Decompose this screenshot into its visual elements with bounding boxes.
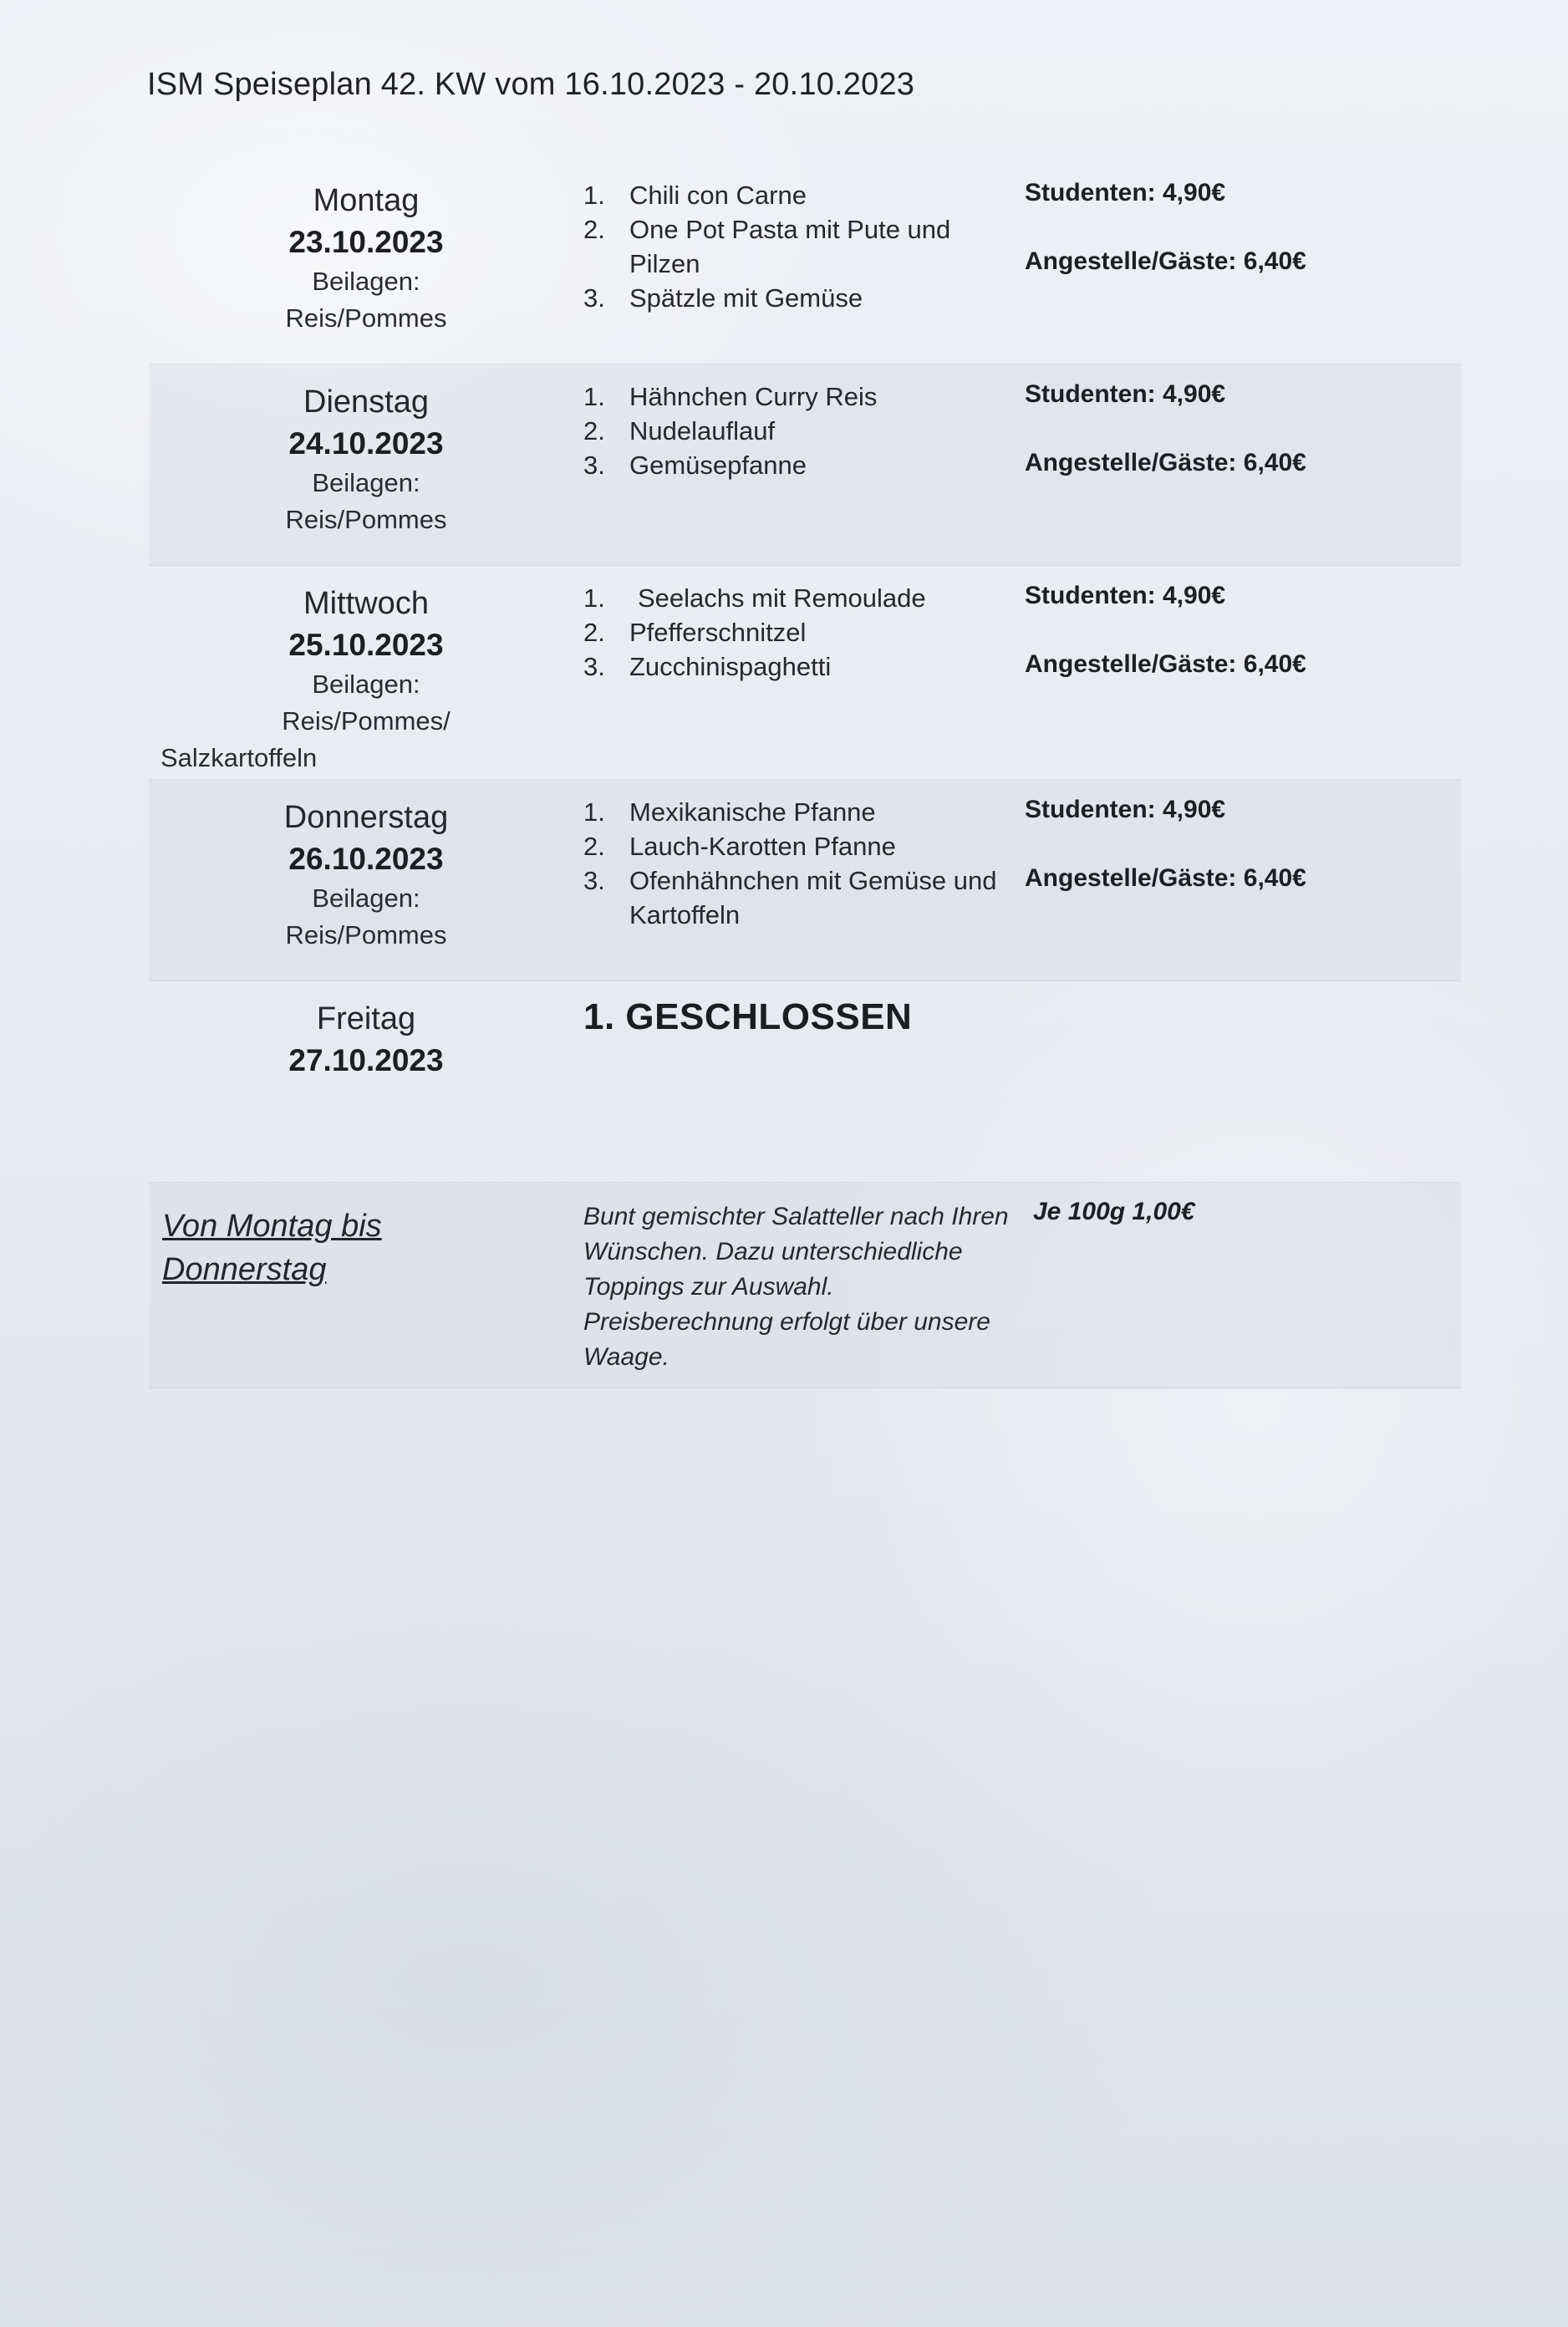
- dish-text: Gemüsepfanne: [629, 451, 807, 480]
- day-name: Donnerstag: [283, 800, 449, 835]
- dish-list: [583, 581, 1018, 684]
- price-guests: Angestelle/Gäste: 6,40€: [1025, 449, 1306, 476]
- sides-value: Reis/Pommes: [285, 920, 447, 950]
- dish-item: [583, 178, 1018, 212]
- dish-text: Lauch-Karotten Pfanne: [629, 832, 896, 861]
- sides-label: Beilagen:: [312, 468, 420, 497]
- price-guests: Angestelle/Gäste: 6,40€: [1025, 650, 1306, 678]
- salad-title: [162, 1204, 382, 1291]
- closed-notice: 1. GESCHLOSSEN: [583, 996, 913, 1037]
- price-cell: [1018, 364, 1461, 565]
- sides-value: Reis/Pommes: [285, 303, 447, 333]
- price-students: Studenten: 4,90€: [1025, 582, 1226, 609]
- dishes-cell: [583, 981, 1018, 1182]
- dish-item: [583, 649, 1018, 684]
- day-row-wednesday: [149, 566, 1461, 780]
- day-name: Mittwoch: [303, 586, 429, 621]
- dish-text: Pfefferschnitzel: [629, 618, 807, 647]
- dish-item: [583, 212, 1018, 281]
- dish-text: Spätzle mit Gemüse: [629, 283, 863, 313]
- day-cell: [149, 566, 583, 779]
- price-cell: [1018, 566, 1461, 779]
- dish-item: [583, 281, 1018, 315]
- salad-description-cell: [583, 1183, 1018, 1388]
- dish-text: Seelachs mit Remoulade: [638, 583, 926, 613]
- dish-item: [583, 414, 1018, 448]
- dish-item: [583, 795, 1018, 829]
- dish-text: Mexikanische Pfanne: [629, 797, 876, 827]
- dish-number: 2.: [583, 832, 605, 861]
- menu-table: [149, 163, 1461, 1388]
- day-row-monday: [149, 163, 1461, 364]
- dish-item: [583, 448, 1018, 482]
- sides-label: Beilagen:: [312, 670, 420, 699]
- day-date: 25.10.2023: [288, 628, 444, 662]
- day-name: Dienstag: [303, 384, 429, 420]
- salad-title-line: Von Montag bis: [162, 1209, 382, 1244]
- dish-number: 1.: [583, 382, 605, 411]
- sides-label: Beilagen:: [312, 267, 420, 296]
- day-date: 26.10.2023: [288, 842, 444, 876]
- sides-value: Reis/Pommes: [285, 505, 447, 534]
- price-cell: [1018, 780, 1461, 980]
- dish-item: [583, 379, 1018, 414]
- sides-value-extra: Salzkartoffeln: [160, 743, 318, 772]
- dish-item: [583, 829, 1018, 863]
- day-name: Montag: [313, 183, 420, 218]
- day-cell: [149, 163, 583, 364]
- dish-number: 3.: [583, 283, 605, 313]
- day-row-thursday: [149, 780, 1461, 981]
- dish-number: 1.: [583, 181, 605, 210]
- dish-number: 2.: [583, 416, 605, 446]
- price-guests: Angestelle/Gäste: 6,40€: [1025, 247, 1306, 275]
- day-date: 27.10.2023: [288, 1043, 444, 1077]
- dish-number: 2.: [583, 618, 605, 647]
- price-students: Studenten: 4,90€: [1025, 179, 1226, 206]
- day-cell: [149, 364, 583, 565]
- dish-item: [583, 581, 1018, 615]
- dish-text: One Pot Pasta mit Pute und Pilzen: [629, 215, 951, 278]
- price-cell: [1018, 163, 1461, 364]
- salad-title-line: Donnerstag: [162, 1252, 327, 1287]
- day-date: 23.10.2023: [288, 225, 444, 259]
- dish-text: Chili con Carne: [629, 181, 807, 210]
- day-cell: [149, 981, 583, 1182]
- price-students: Studenten: 4,90€: [1025, 796, 1226, 823]
- day-cell: [149, 780, 583, 980]
- dish-number: 3.: [583, 451, 605, 480]
- salad-price: Je 100g 1,00€: [1033, 1198, 1195, 1225]
- dishes-cell: [583, 364, 1018, 565]
- dish-text: Ofenhähnchen mit Gemüse und Kartoffeln: [629, 866, 997, 929]
- dish-text: Hähnchen Curry Reis: [629, 382, 878, 411]
- dish-text: Zucchinispaghetti: [629, 652, 832, 681]
- salad-title-cell: [149, 1183, 583, 1388]
- dish-number: 2.: [583, 215, 605, 244]
- dish-item: [583, 615, 1018, 649]
- salad-price-cell: [1018, 1183, 1461, 1388]
- salad-description: Bunt gemischter Salatteller nach Ihren Wünschen. Dazu unterschiedliche Toppings zur Auswahl. Preisberechnung erfolgt über unsere Waage.: [583, 1203, 1009, 1371]
- day-name: Freitag: [316, 1001, 416, 1036]
- price-guests: Angestelle/Gäste: 6,40€: [1025, 864, 1306, 892]
- day-row-friday: [149, 981, 1461, 1183]
- dishes-cell: [583, 163, 1018, 364]
- dish-number: 3.: [583, 652, 605, 681]
- sides-value: Reis/Pommes/: [282, 706, 451, 736]
- page-title: ISM Speiseplan 42. KW vom 16.10.2023 - 20.10.2023: [147, 67, 915, 102]
- dishes-cell: [583, 566, 1018, 779]
- dish-text: Nudelauflauf: [629, 416, 776, 446]
- day-row-tuesday: [149, 364, 1461, 566]
- sides-label: Beilagen:: [312, 883, 420, 913]
- price-cell: [1018, 981, 1461, 1182]
- dish-list: [583, 178, 1018, 315]
- dishes-cell: [583, 780, 1018, 980]
- dish-list: [583, 795, 1018, 932]
- dish-number: 3.: [583, 866, 605, 895]
- day-date: 24.10.2023: [288, 426, 444, 461]
- dish-item: [583, 863, 1018, 932]
- salad-row: [149, 1183, 1461, 1388]
- dish-list: [583, 379, 1018, 482]
- dish-number: 1.: [583, 797, 605, 827]
- dish-number: 1.: [583, 583, 605, 613]
- price-students: Studenten: 4,90€: [1025, 380, 1226, 408]
